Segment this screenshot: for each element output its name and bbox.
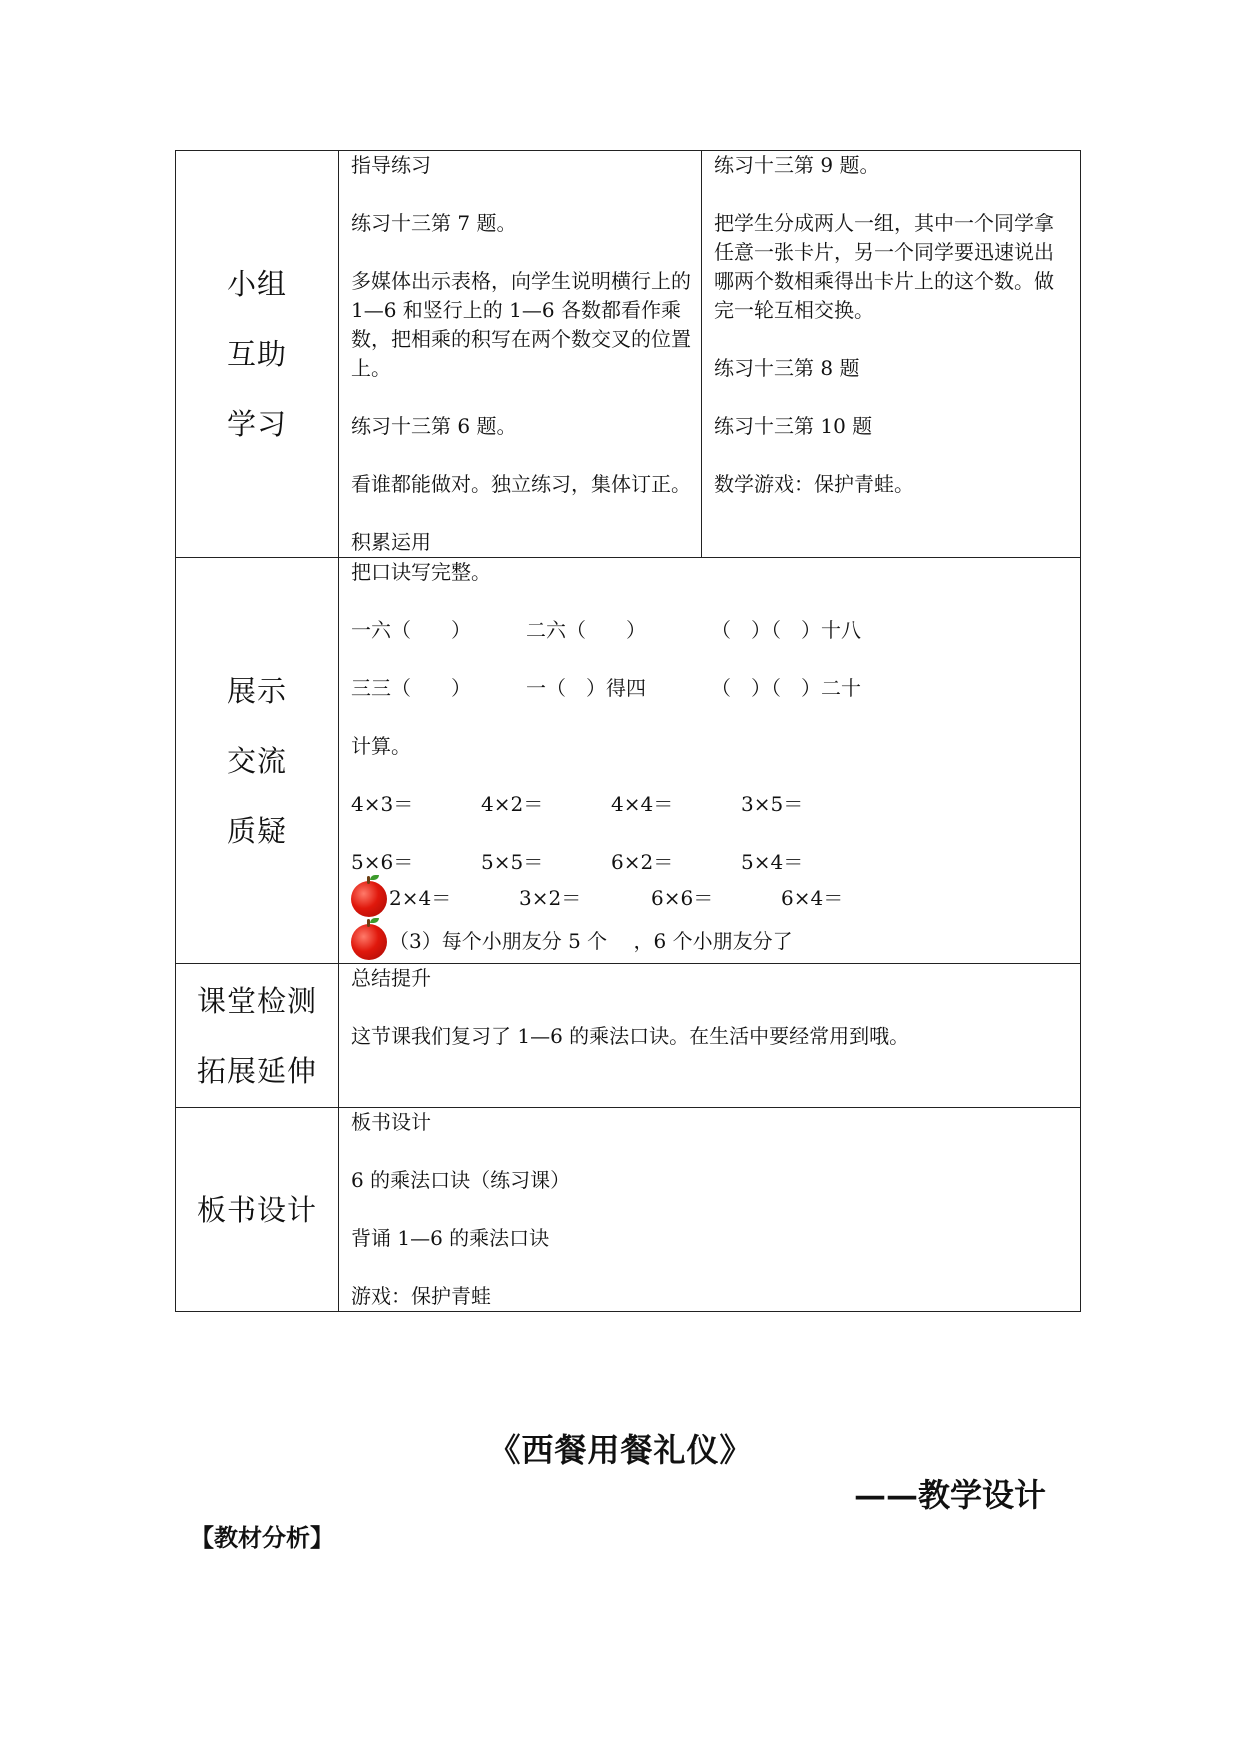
calc-item: 6×4＝ (781, 886, 844, 910)
summary-cell (339, 964, 1081, 1108)
label-line: 拓展延伸 (196, 1053, 317, 1088)
row-label-show-exchange (176, 558, 339, 964)
word-problem: （3）每个小朋友分 5 个 ，6 个小朋友分了 (389, 929, 793, 953)
calc-item: 5×4＝ (741, 850, 804, 874)
row-label-check-extend (176, 964, 339, 1108)
text-line: 指导练习 (351, 153, 431, 177)
text-line: 练习十三第 6 题。 (351, 414, 517, 438)
teacher-activity-cell (339, 151, 702, 558)
fill-blank: 一（ ）得四 (526, 676, 646, 700)
calc-row (351, 790, 1070, 819)
exercise-cell (339, 558, 1081, 964)
label-line: 质疑 (226, 813, 287, 848)
text-line: 这节课我们复习了 1—6 的乘法口诀。在生活中要经常用到哦。 (351, 1024, 910, 1048)
apple-icon (351, 924, 387, 960)
apple-icon (351, 881, 387, 917)
student-activity-cell (702, 151, 1081, 558)
document-subtitle: ——教学设计 (853, 1476, 1046, 1514)
text-line: 板书设计 (351, 1110, 431, 1134)
lesson-plan-table (175, 150, 1081, 1312)
text-line: 游戏：保护青蛙 (351, 1284, 491, 1308)
calc-item: 4×3＝ (351, 792, 414, 816)
calc-item: 4×2＝ (481, 792, 544, 816)
calc-item: 3×2＝ (519, 886, 582, 910)
board-design-cell (339, 1108, 1081, 1312)
text-paragraph: 多媒体出示表格，向学生说明横行上的1—6 和竖行上的 1—6 各数都看作乘数，把相乘的积写在两个数交叉的位置上。 (351, 269, 691, 380)
label-line: 板书设计 (196, 1192, 317, 1227)
text-line: 把口诀写完整。 (351, 560, 491, 584)
text-paragraph: 把学生分成两人一组，其中一个同学拿任意一张卡片，另一个同学要迅速说出哪两个数相乘得出卡片上的这个数。做完一轮互相交换。 (714, 211, 1054, 322)
text-line: 练习十三第 10 题 (714, 414, 873, 438)
calc-row-apple (351, 877, 1070, 920)
text-line: 练习十三第 7 题。 (351, 211, 517, 235)
fill-blank-row (351, 616, 1070, 645)
text-line: 积累运用 (351, 530, 431, 554)
fill-blank: （ ）（ ）十八 (711, 618, 861, 642)
label-line: 课堂检测 (196, 983, 317, 1018)
calc-item: 2×4＝ (389, 886, 452, 910)
text-line: 练习十三第 9 题。 (714, 153, 880, 177)
text-line: 6 的乘法口诀（练习课） (351, 1168, 571, 1192)
row-group-study (176, 151, 1081, 558)
text-line: 看谁都能做对。独立练习，集体订正。 (351, 472, 691, 496)
calc-item: 6×6＝ (651, 886, 714, 910)
text-line: 总结提升 (351, 966, 431, 990)
calc-item: 3×5＝ (741, 792, 804, 816)
calc-item: 4×4＝ (611, 792, 674, 816)
fill-blank-row (351, 674, 1070, 703)
calc-item: 5×5＝ (481, 850, 544, 874)
fill-blank: 二六（ ） (526, 618, 646, 642)
row-label-group-study (176, 151, 339, 558)
fill-blank: 一六（ ） (351, 618, 471, 642)
document-title: 《西餐用餐礼仪》 (488, 1431, 753, 1469)
calc-row (351, 848, 1070, 877)
word-problem-line (351, 920, 1070, 963)
label-line: 展示 (226, 673, 287, 708)
fill-blank: 三三（ ） (351, 676, 471, 700)
calc-item: 6×2＝ (611, 850, 674, 874)
row-label-board-design (176, 1108, 339, 1312)
label-line: 交流 (226, 743, 287, 778)
label-line: 互助 (226, 337, 287, 371)
row-board-design (176, 1108, 1081, 1312)
calc-item: 5×6＝ (351, 850, 414, 874)
row-check-extend (176, 964, 1081, 1108)
label-line: 小组 (226, 267, 287, 301)
section-heading: 【教材分析】 (190, 1523, 334, 1552)
text-line: 练习十三第 8 题 (714, 356, 860, 380)
label-line: 学习 (226, 407, 287, 441)
row-show-exchange (176, 558, 1081, 964)
fill-blank: （ ）（ ）二十 (711, 676, 861, 700)
text-line: 计算。 (351, 734, 411, 758)
text-line: 数学游戏：保护青蛙。 (714, 472, 914, 496)
text-line: 背诵 1—6 的乘法口诀 (351, 1226, 550, 1250)
